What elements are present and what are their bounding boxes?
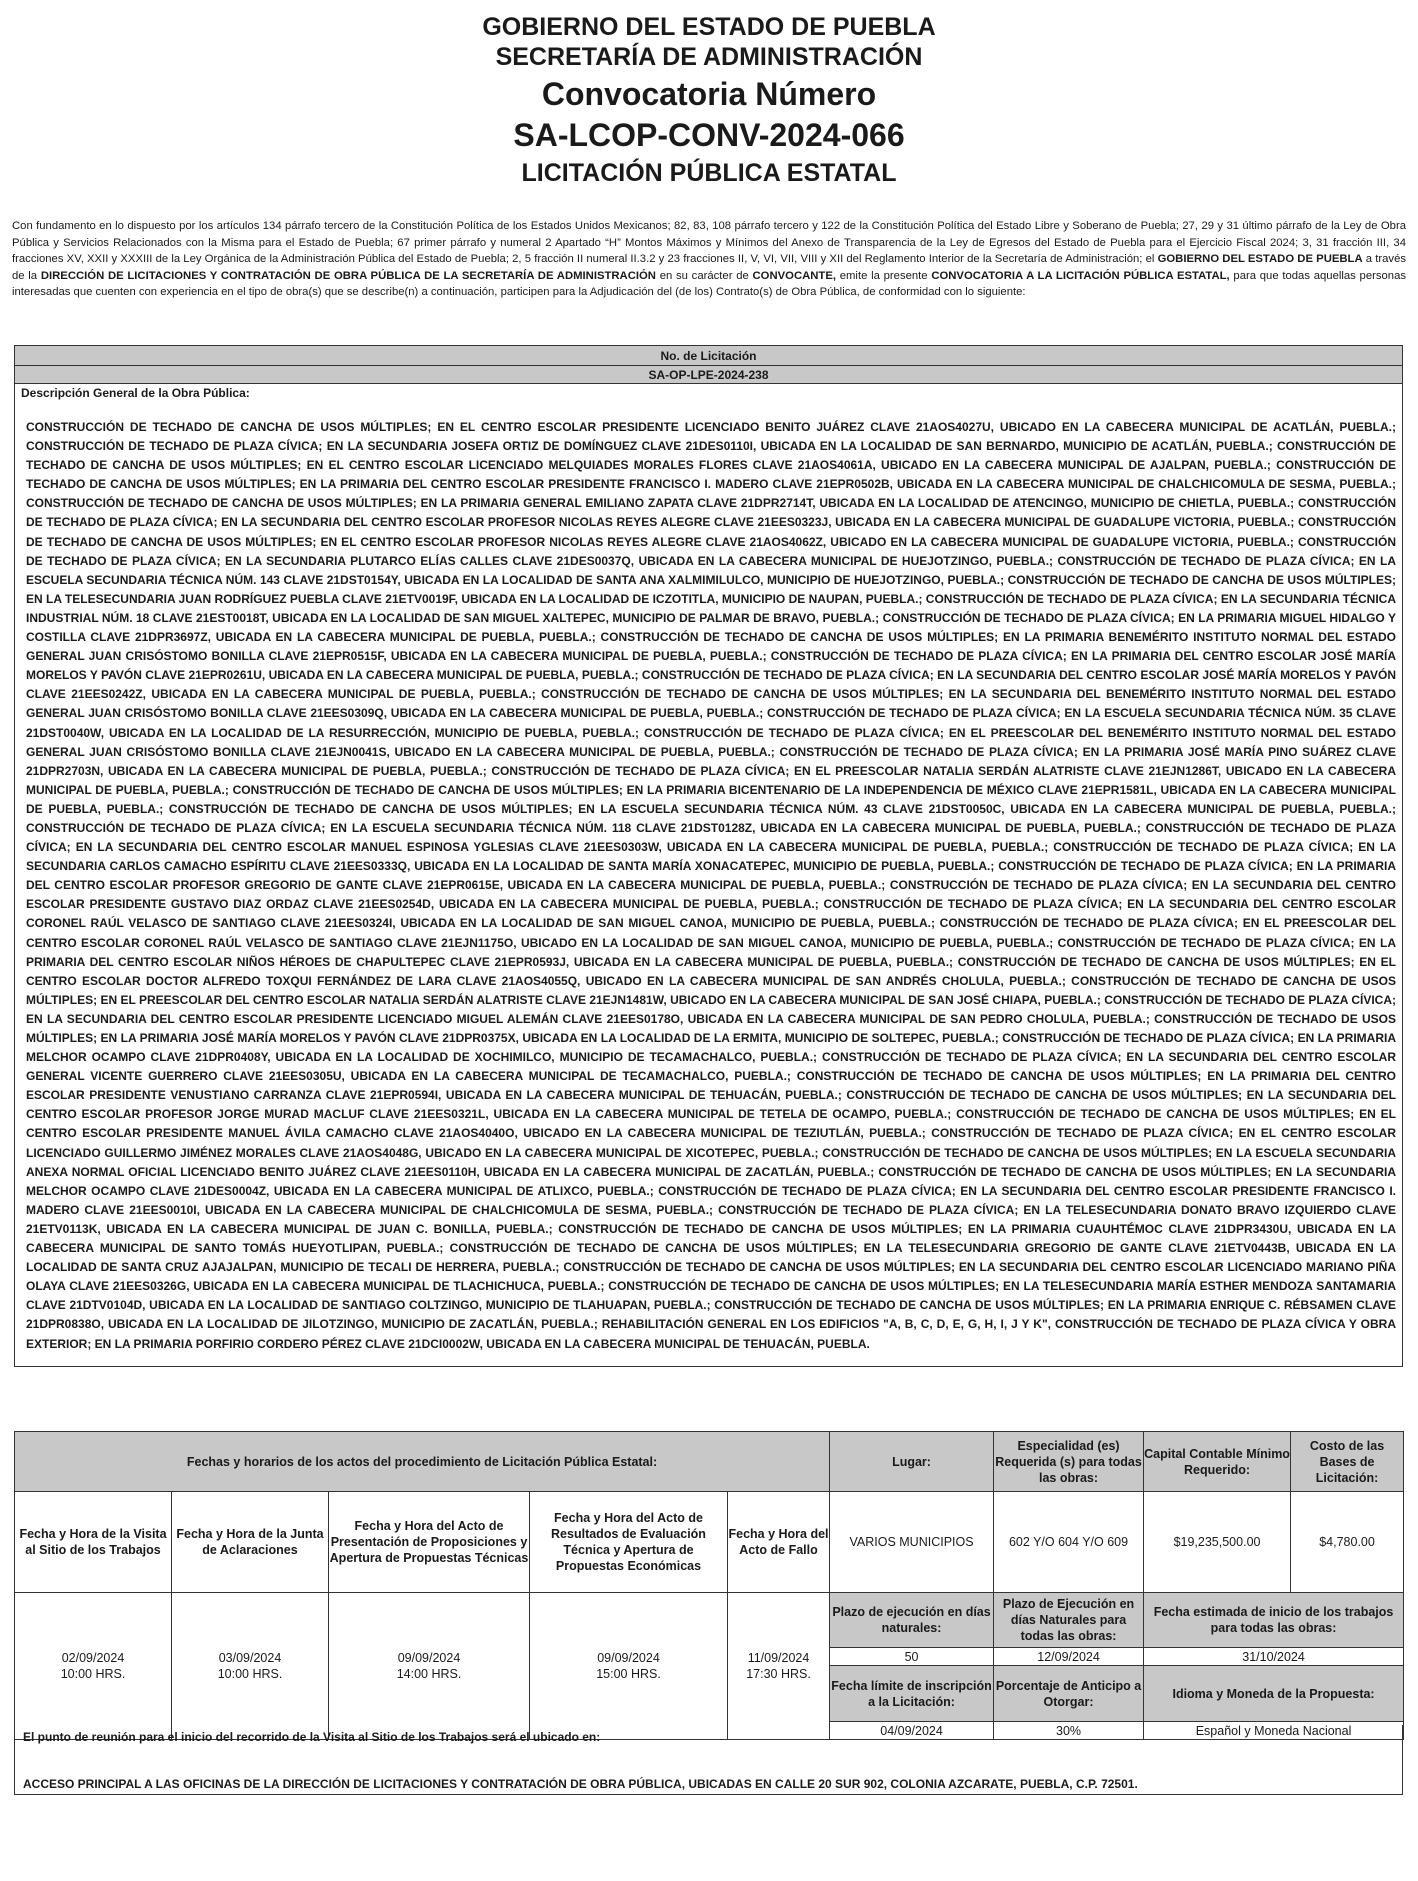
meeting-point-box	[14, 1725, 1403, 1795]
anticipo-header: Porcentaje de Anticipo a Otorgar:	[994, 1666, 1144, 1722]
schedule-table	[14, 1431, 1404, 1740]
visita-cell	[15, 1593, 172, 1740]
fallo-cell	[728, 1593, 830, 1740]
especialidad-header: Especialidad (es) Requerida (s) para todas las obras:	[994, 1432, 1144, 1492]
resultados-cell	[530, 1593, 728, 1740]
convocatoria-label: Convocatoria Número	[541, 76, 877, 112]
junta-date: 03/09/2024	[218, 1651, 282, 1665]
licitacion-type: LICITACIÓN PÚBLICA ESTATAL	[521, 159, 897, 187]
anticipo-value: 30%	[994, 1722, 1144, 1740]
lugar-value: VARIOS MUNICIPIOS	[830, 1492, 994, 1593]
meeting-point-address: ACCESO PRINCIPAL A LAS OFICINAS DE LA DIRECCIÓN DE LICITACIONES Y CONTRATACIÓN DE OBRA PÚBLICA, UBICADAS EN CALLE 20 SUR 902, COLONIA AZCARATE, PUEBLA, C.P. 72501.	[23, 1777, 1138, 1791]
capital-header: Capital Contable Mínimo Requerido:	[1144, 1432, 1291, 1492]
junta-cell	[172, 1593, 329, 1740]
secretariat-title: SECRETARÍA DE ADMINISTRACIÓN	[495, 43, 923, 71]
costo-header: Costo de las Bases de Licitación:	[1291, 1432, 1404, 1492]
junta-header: Fecha y Hora de la Junta de Aclaraciones	[172, 1492, 329, 1593]
presentacion-date: 09/09/2024	[397, 1651, 461, 1665]
inicio-header: Fecha estimada de inicio de los trabajos para todas las obras:	[1144, 1593, 1404, 1648]
document-header	[0, 0, 1418, 190]
resultados-time: 15:00 HRS.	[596, 1667, 661, 1681]
limite-header: Fecha límite de inscripción a la Licitación:	[830, 1666, 994, 1722]
presentacion-cell	[329, 1593, 530, 1740]
presentacion-header: Fecha y Hora del Acto de Presentación de Proposiciones y Apertura de Propuestas Técnicas	[329, 1492, 530, 1593]
description-label: Descripción General de la Obra Pública:	[15, 384, 1403, 403]
visita-date: 02/09/2024	[61, 1651, 125, 1665]
presentacion-time: 14:00 HRS.	[396, 1667, 462, 1681]
convocatoria-number: SA-LCOP-CONV-2024-066	[513, 117, 905, 153]
meeting-point-label: El punto de reunión para el inicio del recorrido de la Visita al Sitio de los Trabajos será el ubicado en:	[23, 1730, 601, 1744]
fallo-time: 17:30 HRS.	[746, 1667, 811, 1681]
fallo-date: 11/09/2024	[747, 1651, 810, 1665]
plazo-header: Plazo de ejecución en días naturales:	[830, 1593, 994, 1648]
resultados-header: Fecha y Hora del Acto de Resultados de Evaluación Técnica y Apertura de Propuestas Económicas	[530, 1492, 728, 1593]
plazo-todas-value: 12/09/2024	[994, 1648, 1144, 1666]
government-title: GOBIERNO DEL ESTADO DE PUEBLA	[482, 13, 936, 41]
inicio-value: 31/10/2024	[1144, 1648, 1404, 1666]
intro-paragraph: Con fundamento en lo dispuesto por los artículos 134 párrafo tercero de la Constitución Política de los Estados Unidos Mexicanos; 82, 83, 108 párrafo tercero y 122 de la Constitución Política del Estado Libre y Soberano de Puebla; 27, 29 y 31 último párrafo de la Ley de Obra Pública y Servicios Relacionados con la Misma para el Estado de Puebla; 67 primer párrafo y numeral 2 Apartado “H” Montos Máximos y Mínimos del Anexo de Transparencia de la Ley de Egresos del Estado de Puebla para el Ejercicio Fiscal 2024; 3, 31 fracción III, 34 fracciones XV, XXII y XXXIII de la Ley Orgánica de la Administración Pública del Estado de Puebla; 2, 5 fracción II numeral II.3.2 y 23 fracciones II, V, VI, VII, VIII y XII del Reglamento Interior de la Secretaría de Administración; el GOBIERNO DEL ESTADO DE PUEBLA a través de la DIRECCIÓN DE LICITACIONES Y CONTRATACIÓN DE OBRA PÚBLICA DE LA SECRETARÍA DE ADMINISTRACIÓN en su carácter de CONVOCANTE, emite la presente CONVOCATORIA A LA LICITACIÓN PÚBLICA ESTATAL, para que todas aquellas personas interesadas que cuenten con experiencia en el tipo de obra(s) que se describe(n) a continuación, participen para la Adjudicación del (de los) Contrato(s) de Obra Pública, de conformidad con lo siguiente:	[12, 220, 1407, 298]
especialidad-value: 602 Y/O 604 Y/O 609	[994, 1492, 1144, 1593]
resultados-date: 09/09/2024	[597, 1651, 660, 1665]
plazo-todas-header: Plazo de Ejecución en días Naturales para todas las obras:	[994, 1593, 1144, 1648]
limite-value: 04/09/2024	[830, 1722, 994, 1740]
licitacion-table	[14, 345, 1403, 1367]
licitacion-label: No. de Licitación	[15, 346, 1403, 366]
fallo-header: Fecha y Hora del Acto de Fallo	[728, 1492, 830, 1593]
fechas-header: Fechas y horarios de los actos del procedimiento de Licitación Pública Estatal:	[15, 1432, 830, 1492]
work-description: CONSTRUCCIÓN DE TECHADO DE CANCHA DE USOS MÚLTIPLES; EN EL CENTRO ESCOLAR PRESIDENTE LICENCIADO BENITO JUÁREZ CLAVE 21AOS4027U, UBICADO EN LA CABECERA MUNICIPAL DE ACATLÁN, PUEBLA.; CONSTRUCCIÓN DE TECHADO DE PLAZA CÍVICA; EN LA SECUNDARIA JOSEFA ORTIZ DE DOMÍNGUEZ CLAVE 21DES0110I, UBICADA EN LA LOCALIDAD DE SAN BERNARDO, MUNICIPIO DE ACATLÁN, PUEBLA.; CONSTRUCCIÓN DE TECHADO DE CANCHA DE USOS MÚLTIPLES; EN EL CENTRO ESCOLAR LICENCIADO MELQUIADES MORALES FLORES CLAVE 21AOS4061A, UBICADO EN LA CABECERA MUNICIPAL DE AJALPAN, PUEBLA.; CONSTRUCCIÓN DE TECHADO DE CANCHA DE USOS MÚLTIPLES; EN LA PRIMARIA DEL CENTRO ESCOLAR PRESIDENTE FRANCISCO I. MADERO CLAVE 21EPR0502B, UBICADA EN LA CABECERA MUNICIPAL DE CHALCHICOMULA DE SESMA, PUEBLA.; CONSTRUCCIÓN DE TECHADO DE CANCHA DE USOS MÚLTIPLES; EN LA PRIMARIA GENERAL EMILIANO ZAPATA CLAVE 21DPR2714T, UBICADA EN LA LOCALIDAD DE ATENCINGO, MUNICIPIO DE CHIETLA, PUEBLA.; CONSTRUCCIÓN DE TECHADO DE PLAZA CÍVICA; EN LA SECUNDARIA DEL CENTRO ESCOLAR PROFESOR NICOLAS REYES ALEGRE CLAVE 21EES0323J, UBICADA EN LA CABECERA MUNICIPAL DE GUADALUPE VICTORIA, PUEBLA.; CONSTRUCCIÓN DE TECHADO DE CANCHA DE USOS MÚLTIPLES; EN EL CENTRO ESCOLAR PROFESOR NICOLAS REYES ALEGRE CLAVE 21AOS4062Z, UBICADO EN LA CABECERA MUNICIPAL DE GUADALUPE VICTORIA, PUEBLA.; CONSTRUCCIÓN DE TECHADO DE PLAZA CÍVICA; EN LA SECUNDARIA PLUTARCO ELÍAS CALLES CLAVE 21DES0037Q, UBICADA EN LA CABECERA MUNICIPAL DE HUEJOTZINGO, PUEBLA.; CONSTRUCCIÓN DE TECHADO DE PLAZA CÍVICA; EN LA ESCUELA SECUNDARIA TÉCNICA NÚM. 143 CLAVE 21DST0154Y, UBICADA EN LA LOCALIDAD DE SANTA ANA XALMIMILULCO, MUNICIPIO DE HUEJOTZINGO, PUEBLA.; CONSTRUCCIÓN DE TECHADO DE CANCHA DE USOS MÚLTIPLES; EN LA TELESECUNDARIA JUAN RODRÍGUEZ PUEBLA CLAVE 21ETV0019F, UBICADA EN LA LOCALIDAD DE ICZOTITLA, MUNICIPIO DE NAUPAN, PUEBLA.; CONSTRUCCIÓN DE TECHADO DE PLAZA CÍVICA; EN LA SECUNDARIA TÉCNICA INDUSTRIAL NÚM. 18 CLAVE 21EST0018T, UBICADA EN LA LOCALIDAD DE SAN MIGUEL XALTEPEC, MUNICIPIO DE PALMAR DE BRAVO, PUEBLA.; CONSTRUCCIÓN DE TECHADO DE PLAZA CÍVICA; EN LA PRIMARIA MIGUEL HIDALGO Y COSTILLA CLAVE 21DPR3697Z, UBICADA EN LA CABECERA MUNICIPAL DE PUEBLA, PUEBLA.; CONSTRUCCIÓN DE TECHADO DE CANCHA DE USOS MÚLTIPLES; EN LA PRIMARIA BENEMÉRITO INSTITUTO NORMAL DEL ESTADO GENERAL JUAN CRISÓSTOMO BONILLA CLAVE 21EPR0515F, UBICADA EN LA CABECERA MUNICIPAL DE PUEBLA, PUEBLA.; CONSTRUCCIÓN DE TECHADO DE PLAZA CÍVICA; EN LA PRIMARIA DEL CENTRO ESCOLAR JOSÉ MARÍA MORELOS Y PAVÓN CLAVE 21EPR0261U, UBICADA EN LA CABECERA MUNICIPAL DE PUEBLA, PUEBLA.; CONSTRUCCIÓN DE TECHADO DE PLAZA CÍVICA; EN LA SECUNDARIA DEL CENTRO ESCOLAR JOSÉ MARÍA MORELOS Y PAVÓN CLAVE 21EES0242Z, UBICADA EN LA CABECERA MUNICIPAL DE PUEBLA, PUEBLA.; CONSTRUCCIÓN DE TECHADO DE CANCHA DE USOS MÚLTIPLES; EN LA SECUNDARIA DEL BENEMÉRITO INSTITUTO NORMAL DEL ESTADO GENERAL JUAN CRISÓSTOMO BONILLA CLAVE 21EES0309Q, UBICADA EN LA CABECERA MUNICIPAL DE PUEBLA, PUEBLA.; CONSTRUCCIÓN DE TECHADO DE PLAZA CÍVICA; EN LA ESCUELA SECUNDARIA TÉCNICA NÚM. 35 CLAVE 21DST0040W, UBICADA EN LA LOCALIDAD DE LA RESURRECCIÓN, MUNICIPIO DE PUEBLA, PUEBLA.; CONSTRUCCIÓN DE TECHADO DE PLAZA CÍVICA; EN EL PREESCOLAR DEL BENEMÉRITO INSTITUTO NORMAL DEL ESTADO GENERAL JUAN CRISÓSTOMO BONILLA CLAVE 21EJN0041S, UBICADO EN LA CABECERA MUNICIPAL DE PUEBLA, PUEBLA.; CONSTRUCCIÓN DE TECHADO DE PLAZA CÍVICA; EN LA PRIMARIA JOSÉ MARÍA PINO SUÁREZ CLAVE 21DPR2703N, UBICADA EN LA CABECERA MUNICIPAL DE PUEBLA, PUEBLA.; CONSTRUCCIÓN DE TECHADO DE PLAZA CÍVICA; EN EL PREESCOLAR NATALIA SERDÁN ALATRISTE CLAVE 21EJN1286T, UBICADO EN LA CABECERA MUNICIPAL DE PUEBLA, PUEBLA.; CONSTRUCCIÓN DE TECHADO DE CANCHA DE USOS MÚLTIPLES; EN LA PRIMARIA BICENTENARIO DE LA INDEPENDENCIA DE MÉXICO CLAVE 21EPR1581L, UBICADA EN LA CABECERA MUNICIPAL DE PUEBLA, PUEBLA.; CONSTRUCCIÓN DE TECHADO DE CANCHA DE USOS MÚLTIPLES; EN LA ESCUELA SECUNDARIA TÉCNICA NÚM. 43 CLAVE 21DST0050C, UBICADA EN LA CABECERA MUNICIPAL DE PUEBLA, PUEBLA.; CONSTRUCCIÓN DE TECHADO DE PLAZA CÍVICA; EN LA ESCUELA SECUNDARIA TÉCNICA NÚM. 118 CLAVE 21DST0128Z, UBICADA EN LA CABECERA MUNICIPAL DE PUEBLA, PUEBLA.; CONSTRUCCIÓN DE TECHADO DE PLAZA CÍVICA; EN LA SECUNDARIA DEL CENTRO ESCOLAR MANUEL ESPINOSA YGLESIAS CLAVE 21EES0303W, UBICADA EN LA CABECERA MUNICIPAL DE PUEBLA, PUEBLA.; CONSTRUCCIÓN DE TECHADO DE PLAZA CÍVICA; EN LA SECUNDARIA CARLOS CAMACHO ESPÍRITU CLAVE 21EES0333Q, UBICADA EN LA LOCALIDAD DE SANTA MARÍA XONACATEPEC, MUNICIPIO DE PUEBLA, PUEBLA.; CONSTRUCCIÓN DE TECHADO DE PLAZA CÍVICA; EN LA PRIMARIA DEL CENTRO ESCOLAR PROFESOR GREGORIO DE GANTE CLAVE 21EPR0615E, UBICADA EN LA CABECERA MUNICIPAL DE PUEBLA, PUEBLA.; CONSTRUCCIÓN DE TECHADO DE PLAZA CÍVICA; EN LA SECUNDARIA DEL CENTRO ESCOLAR PRESIDENTE GUSTAVO DIAZ ORDAZ CLAVE 21EES0254D, UBICADA EN LA CABECERA MUNICIPAL DE PUEBLA, PUEBLA.; CONSTRUCCIÓN DE TECHADO DE PLAZA CÍVICA; EN LA SECUNDARIA DEL CENTRO ESCOLAR CORONEL RAÚL VELASCO DE SANTIAGO CLAVE 21EES0324I, UBICADA EN LA LOCALIDAD DE SAN MIGUEL CANOA, MUNICIPIO DE PUEBLA, PUEBLA.; CONSTRUCCIÓN DE TECHADO DE PLAZA CÍVICA; EN EL PREESCOLAR DEL CENTRO ESCOLAR CORONEL RAÚL VELASCO DE SANTIAGO CLAVE 21EJN1175O, UBICADO EN LA LOCALIDAD DE SAN MIGUEL CANOA, MUNICIPIO DE PUEBLA, PUEBLA.; CONSTRUCCIÓN DE TECHADO DE PLAZA CÍVICA; EN LA PRIMARIA DEL CENTRO ESCOLAR NIÑOS HÉROES DE CHAPULTEPEC CLAVE 21EPR0593J, UBICADA EN LA CABECERA MUNICIPAL DE PUEBLA, PUEBLA.; CONSTRUCCIÓN DE TECHADO DE CANCHA DE USOS MÚLTIPLES; EN EL CENTRO ESCOLAR DOCTOR ALFREDO TOXQUI FERNÁNDEZ DE LARA CLAVE 21AOS4055Q, UBICADO EN LA CABECERA MUNICIPAL DE SAN ANDRÉS CHOLULA, PUEBLA.; CONSTRUCCIÓN DE TECHADO DE CANCHA DE USOS MÚLTIPLES; EN EL PREESCOLAR DEL CENTRO ESCOLAR NATALIA SERDÁN ALATRISTE CLAVE 21EJN1481W, UBICADO EN LA CABECERA MUNICIPAL DE SAN JOSÉ CHIAPA, PUEBLA.; CONSTRUCCIÓN DE TECHADO DE PLAZA CÍVICA; EN LA SECUNDARIA DEL CENTRO ESCOLAR PRESIDENTE LICENCIADO MIGUEL ALEMÁN CLAVE 21EES0178O, UBICADA EN LA CABECERA MUNICIPAL DE SAN PEDRO CHOLULA, PUEBLA.; CONSTRUCCIÓN DE TECHADO DE USOS MÚLTIPLES; EN LA PRIMARIA JOSÉ MARÍA MORELOS Y PAVÓN CLAVE 21DPR0375X, UBICADA EN LA LOCALIDAD DE LA ERMITA, MUNICIPIO DE SOLTEPEC, PUEBLA.; CONSTRUCCIÓN DE TECHADO DE PLAZA CÍVICA; EN LA PRIMARIA MELCHOR OCAMPO CLAVE 21DPR0408Y, UBICADA EN LA LOCALIDAD DE XOCHIMILCO, MUNICIPIO DE TECAMACHALCO, PUEBLA.; CONSTRUCCIÓN DE TECHADO DE PLAZA CÍVICA; EN LA SECUNDARIA DEL CENTRO ESCOLAR GENERAL VICENTE GUERRERO CLAVE 21EES0305U, UBICADA EN LA CABECERA MUNICIPAL DE TECAMACHALCO, PUEBLA.; CONSTRUCCIÓN DE TECHADO DE CANCHA DE USOS MÚLTIPLES; EN LA PRIMARIA DEL CENTRO ESCOLAR PRESIDENTE VENUSTIANO CARRANZA CLAVE 21EPR0594I, UBICADA EN LA CABECERA MUNICIPAL DE TEHUACÁN, PUEBLA.; CONSTRUCCIÓN DE TECHADO DE CANCHA DE USOS MÚLTIPLES; EN LA SECUNDARIA DEL CENTRO ESCOLAR PROFESOR JORGE MURAD MACLUF CLAVE 21EES0321L, UBICADA EN LA CABECERA MUNICIPAL DE TETELA DE OCAMPO, PUEBLA.; CONSTRUCCIÓN DE TECHADO DE CANCHA DE USOS MÚLTIPLES; EN EL CENTRO ESCOLAR PRESIDENTE MANUEL ÁVILA CAMACHO CLAVE 21AOS4040O, UBICADO EN LA CABECERA MUNICIPAL DE TEZIUTLÁN, PUEBLA.; CONSTRUCCIÓN DE TECHADO DE PLAZA CÍVICA; EN EL CENTRO ESCOLAR LICENCIADO GUILLERMO JIMÉNEZ MORALES CLAVE 21AOS4048G, UBICADO EN LA CABECERA MUNICIPAL DE XICOTEPEC, PUEBLA.; CONSTRUCCIÓN DE TECHADO DE CANCHA DE USOS MÚLTIPLES; EN LA ESCUELA SECUNDARIA ANEXA NORMAL OFICIAL LICENCIADO BENITO JUÁREZ CLAVE 21EES0110H, UBICADA EN LA CABECERA MUNICIPAL DE ZACATLÁN, PUEBLA.; CONSTRUCCIÓN DE TECHADO DE CANCHA DE USOS MÚLTIPLES; EN LA SECUNDARIA MELCHOR OCAMPO CLAVE 21DES0004Z, UBICADA EN LA CABECERA MUNICIPAL DE ATLIXCO, PUEBLA.; CONSTRUCCIÓN DE TECHADO DE PLAZA CÍVICA; EN LA SECUNDARIA DEL CENTRO ESCOLAR PRESIDENTE FRANCISCO I. MADERO CLAVE 21EES0010I, UBICADA EN LA CABECERA MUNICIPAL DE CHALCHICOMULA DE SESMA, PUEBLA.; CONSTRUCCIÓN DE TECHADO DE PLAZA CÍVICA; EN LA TELESECUNDARIA DONATO BRAVO IZQUIERDO CLAVE 21ETV0113K, UBICADA EN LA CABECERA MUNICIPAL DE JUAN C. BONILLA, PUEBLA.; CONSTRUCCIÓN DE TECHADO DE CANCHA DE USOS MÚLTIPLES; EN LA PRIMARIA CUAUHTÉMOC CLAVE 21DPR3430U, UBICADA EN LA CABECERA MUNICIPAL DE SANTO TOMÁS HUEYOTLIPAN, PUEBLA.; CONSTRUCCIÓN DE TECHADO DE CANCHA DE USOS MÚLTIPLES; EN LA TELESECUNDARIA GREGORIO DE GANTE CLAVE 21ETV0443B, UBICADA EN LA LOCALIDAD DE SANTA CRUZ AJAJALPAN, MUNICIPIO DE TECALI DE HERRERA, PUEBLA.; CONSTRUCCIÓN DE TECHADO DE CANCHA DE USOS MÚLTIPLES; EN LA SECUNDARIA DEL CENTRO ESCOLAR LICENCIADO MARIANO PIÑA OLAYA CLAVE 21EES0326G, UBICADA EN LA CABECERA MUNICIPAL DE TLACHICHUCA, PUEBLA.; CONSTRUCCIÓN DE TECHADO DE CANCHA DE USOS MÚLTIPLES; EN LA TELESECUNDARIA MARÍA ESTHER MENDOZA SANTAMARIA CLAVE 21DTV0104D, UBICADA EN LA LOCALIDAD DE SANTIAGO COLTZINGO, MUNICIPIO DE TLAHUAPAN, PUEBLA.; CONSTRUCCIÓN DE TECHADO DE CANCHA DE USOS MÚLTIPLES; EN LA PRIMARIA ENRIQUE C. RÉBSAMEN CLAVE 21DPR0838O, UBICADA EN LA LOCALIDAD DE JILOTZINGO, MUNICIPIO DE ZACATLÁN, PUEBLA.; REHABILITACIÓN GENERAL EN LOS EDIFICIOS "A, B, C, D, E, G, H, I, J Y K", CONSTRUCCIÓN DE TECHADO DE PLAZA CÍVICA Y OBRA EXTERIOR; EN LA PRIMARIA PORFIRIO CORDERO PÉREZ CLAVE 21DCI0002W, UBICADA EN LA CABECERA MUNICIPAL DE TEHUACÁN, PUEBLA.	[15, 402, 1403, 1366]
junta-time: 10:00 HRS.	[217, 1667, 283, 1681]
lugar-header: Lugar:	[830, 1432, 994, 1492]
capital-value: $19,235,500.00	[1144, 1492, 1291, 1593]
licitacion-number: SA-OP-LPE-2024-238	[15, 366, 1403, 384]
costo-value: $4,780.00	[1291, 1492, 1404, 1593]
visita-time: 10:00 HRS.	[60, 1667, 126, 1681]
idioma-header: Idioma y Moneda de la Propuesta:	[1144, 1666, 1404, 1722]
visita-header: Fecha y Hora de la Visita al Sitio de los Trabajos	[15, 1492, 172, 1593]
idioma-value: Español y Moneda Nacional	[1144, 1722, 1404, 1740]
plazo-value: 50	[830, 1648, 994, 1666]
